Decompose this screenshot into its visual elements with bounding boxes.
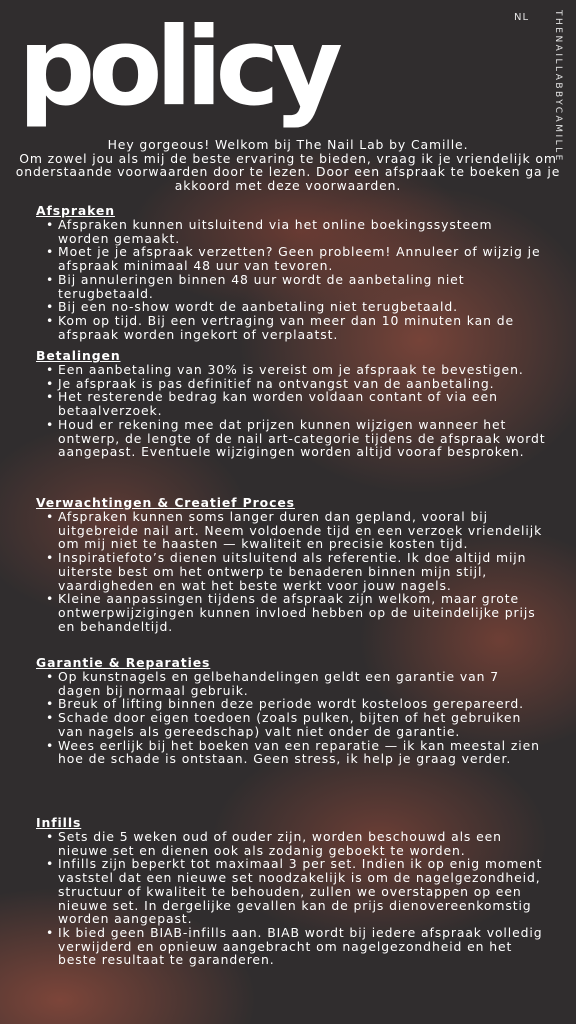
- section-heading-betalingen: Betalingen: [36, 348, 121, 363]
- list-item: • Sets die 5 weken oud of ouder zijn, worden beschouwd als een nieuwe set en dienen ook als zodanig geboekt te worden.: [36, 830, 546, 857]
- section-heading-infills: Infills: [36, 815, 82, 830]
- list-item: • Bij annuleringen binnen 48 uur wordt de aanbetaling niet terugbetaald.: [36, 273, 546, 300]
- list-item: • Inspiratiefoto’s dienen uitsluitend als referentie. Ik doe altijd mijn uiterste best om het ontwerp te benaderen binnen mijn stijl, vaardigheden en wat het beste werkt voor jouw nagels.: [36, 551, 546, 592]
- list-item: • Op kunstnagels en gelbehandelingen geldt een garantie van 7 dagen bij normaal gebruik.: [36, 670, 546, 697]
- list-item: • Houd er rekening mee dat prijzen kunnen wijzigen wanneer het ontwerp, de lengte of de nail art-categorie tijdens de afspraak wordt aangepast. Eventuele wijzigingen worden altijd vooraf besproken.: [36, 418, 546, 459]
- list-item: • Het resterende bedrag kan worden voldaan contant of via een betaalverzoek.: [36, 390, 546, 417]
- list-item: • Infills zijn beperkt tot maximaal 3 per set. Indien ik op enig moment vaststel dat een nieuwe set noodzakelijk is om de nagelgezondheid, structuur of kwaliteit te behouden, zullen we overstappen op een nieuwe set. In dergelijke gevallen kan de prijs dienovereenkomstig worden aangepast.: [36, 857, 546, 926]
- intro-body: Om zowel jou als mij de beste ervaring te bieden, vraag ik je vriendelijk om onderstaande voorwaarden door te lezen. Door een afspraak te boeken ga je akkoord met deze voorwaarden.: [15, 150, 561, 193]
- list-betalingen: [36, 363, 546, 459]
- list-garantie: [36, 670, 546, 766]
- intro-greeting: Hey gorgeous! Welkom bij The Nail Lab by Camille.: [107, 137, 469, 152]
- intro-text: [14, 138, 562, 192]
- list-item: • Wees eerlijk bij het boeken van een reparatie — ik kan meestal zien hoe de schade is ontstaan. Geen stress, ik help je graag verder.: [36, 739, 546, 766]
- section-heading-afspraken: Afspraken: [36, 203, 115, 218]
- list-item: • Een aanbetaling van 30% is vereist om je afspraak te bevestigen.: [36, 363, 546, 377]
- list-item: • Ik bied geen BIAB-infills aan. BIAB wordt bij iedere afspraak volledig verwijderd en opnieuw aangebracht om nagelgezondheid en het beste resultaat te garanderen.: [36, 926, 546, 967]
- list-verwachtingen: [36, 510, 546, 633]
- list-item: • Je afspraak is pas definitief na ontvangst van de aanbetaling.: [36, 377, 546, 391]
- section-garantie: [36, 656, 546, 766]
- page-title: policy: [18, 5, 336, 130]
- list-item: • Afspraken kunnen soms langer duren dan gepland, vooral bij uitgebreide nail art. Neem voldoende tijd en een verzoek vriendelijk om mij niet te haasten — kwaliteit en precisie kosten tijd.: [36, 510, 546, 551]
- list-item: • Kleine aanpassingen tijdens de afspraak zijn welkom, maar grote ontwerpwijzigingen kunnen invloed hebben op de uiteindelijke prijs en behandeltijd.: [36, 592, 546, 633]
- language-label: NL: [514, 12, 530, 23]
- list-item: • Afspraken kunnen uitsluitend via het online boekingssysteem worden gemaakt.: [36, 218, 546, 245]
- list-item: • Kom op tijd. Bij een vertraging van meer dan 10 minuten kan de afspraak worden ingekort of verplaatst.: [36, 314, 546, 341]
- list-item: • Breuk of lifting binnen deze periode wordt kosteloos gerepareerd.: [36, 697, 546, 711]
- brand-handle: THENAILLABBYCAMILLE: [553, 10, 563, 163]
- section-verwachtingen: [36, 496, 546, 633]
- section-infills: [36, 816, 546, 967]
- list-infills: [36, 830, 546, 967]
- section-afspraken: [36, 204, 546, 341]
- list-item: • Bij een no-show wordt de aanbetaling niet terugbetaald.: [36, 300, 546, 314]
- section-heading-verwachtingen: Verwachtingen & Creatief Proces: [36, 495, 295, 510]
- list-item: • Schade door eigen toedoen (zoals pulken, bijten of het gebruiken van nagels als gereedschap) valt niet onder de garantie.: [36, 711, 546, 738]
- section-betalingen: [36, 349, 546, 459]
- list-item: • Moet je je afspraak verzetten? Geen probleem! Annuleer of wijzig je afspraak minimaal 48 uur van tevoren.: [36, 245, 546, 272]
- section-heading-garantie: Garantie & Reparaties: [36, 655, 211, 670]
- list-afspraken: [36, 218, 546, 341]
